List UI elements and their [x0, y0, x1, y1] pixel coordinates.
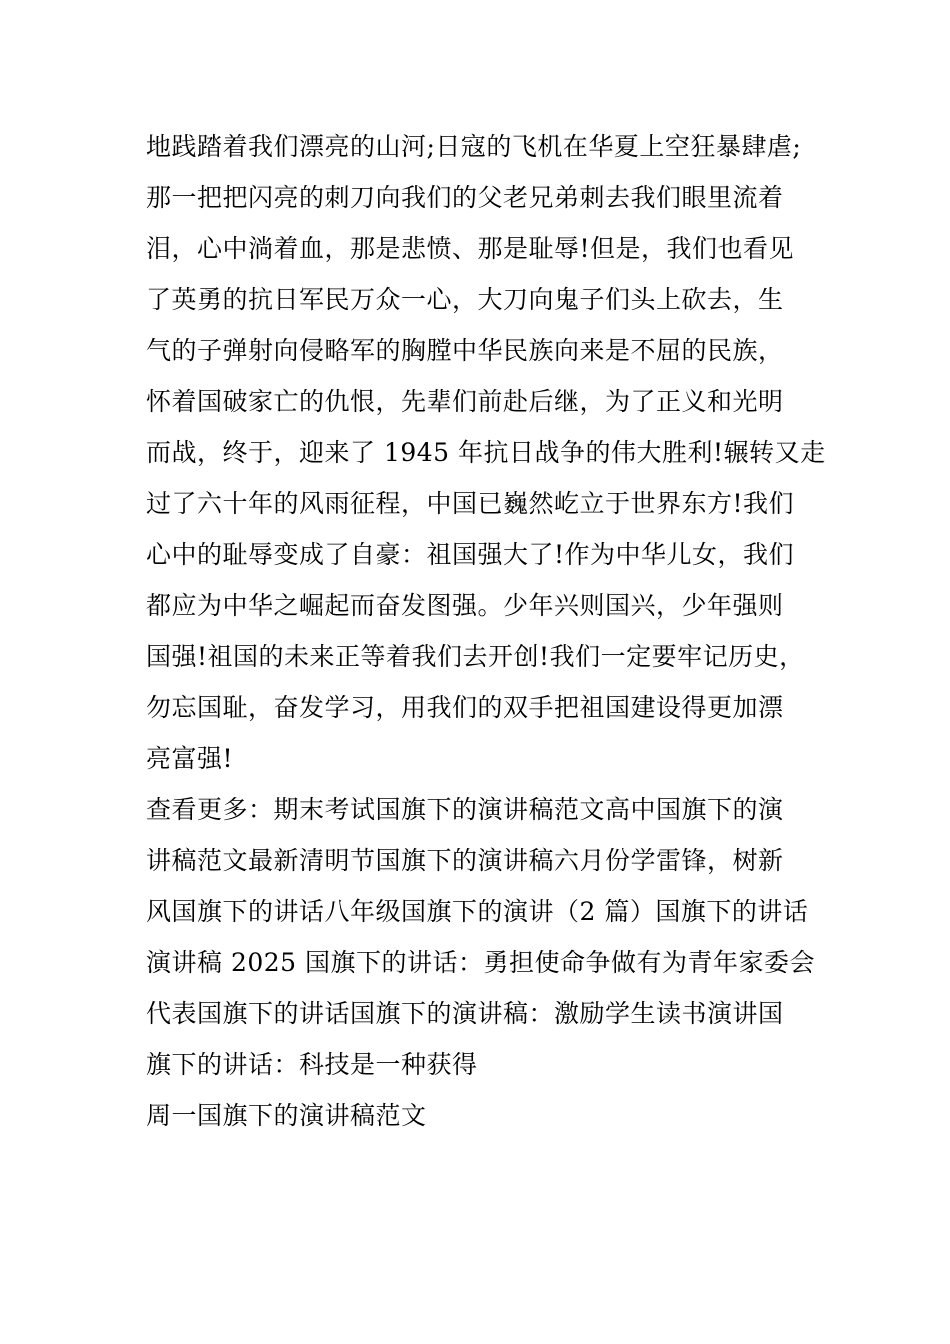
see-more-line: 代表国旗下的讲话国旗下的演讲稿：激励学生读书演讲国	[146, 999, 784, 1028]
text-line: 勿忘国耻，奋发学习，用我们的双手把祖国建设得更加漂	[146, 693, 784, 722]
see-more-line: 查看更多：期末考试国旗下的演讲稿范文高中国旗下的演	[146, 795, 784, 824]
section-title: 周一国旗下的演讲稿范文	[146, 1101, 427, 1130]
text-line: 地践踏着我们漂亮的山河;日寇的飞机在华夏上空狂暴肆虐;	[146, 132, 802, 161]
see-more-line: 讲稿范文最新清明节国旗下的演讲稿六月份学雷锋，树新	[146, 846, 784, 875]
see-more-line: 风国旗下的讲话八年级国旗下的演讲（2 篇）国旗下的讲话	[146, 897, 809, 926]
see-more-line: 旗下的讲话：科技是一种获得	[146, 1050, 478, 1079]
text-line: 亮富强!	[146, 744, 234, 773]
text-line: 而战，终于，迎来了 1945 年抗日战争的伟大胜利!辗转又走	[146, 438, 826, 467]
text-line: 气的子弹射向侵略军的胸膛中华民族向来是不屈的民族，	[146, 336, 784, 365]
text-line: 过了六十年的风雨征程，中国已巍然屹立于世界东方!我们	[146, 489, 795, 518]
see-more-line: 演讲稿 2025 国旗下的讲话：勇担使命争做有为青年家委会	[146, 948, 816, 977]
text-line: 那一把把闪亮的刺刀向我们的父老兄弟刺去我们眼里流着	[146, 183, 784, 212]
text-line: 怀着国破家亡的仇恨，先辈们前赴后继，为了正义和光明	[146, 387, 784, 416]
text-line: 心中的耻辱变成了自豪：祖国强大了!作为中华儿女，我们	[146, 540, 795, 569]
text-line: 泪，心中淌着血，那是悲愤、那是耻辱!但是，我们也看见	[146, 234, 795, 263]
text-line: 都应为中华之崛起而奋发图强。少年兴则国兴，少年强则	[146, 591, 784, 620]
text-line: 了英勇的抗日军民万众一心，大刀向鬼子们头上砍去，生	[146, 285, 784, 314]
body-text	[146, 121, 846, 1141]
text-line: 国强!祖国的未来正等着我们去开创!我们一定要牢记历史，	[146, 642, 805, 671]
